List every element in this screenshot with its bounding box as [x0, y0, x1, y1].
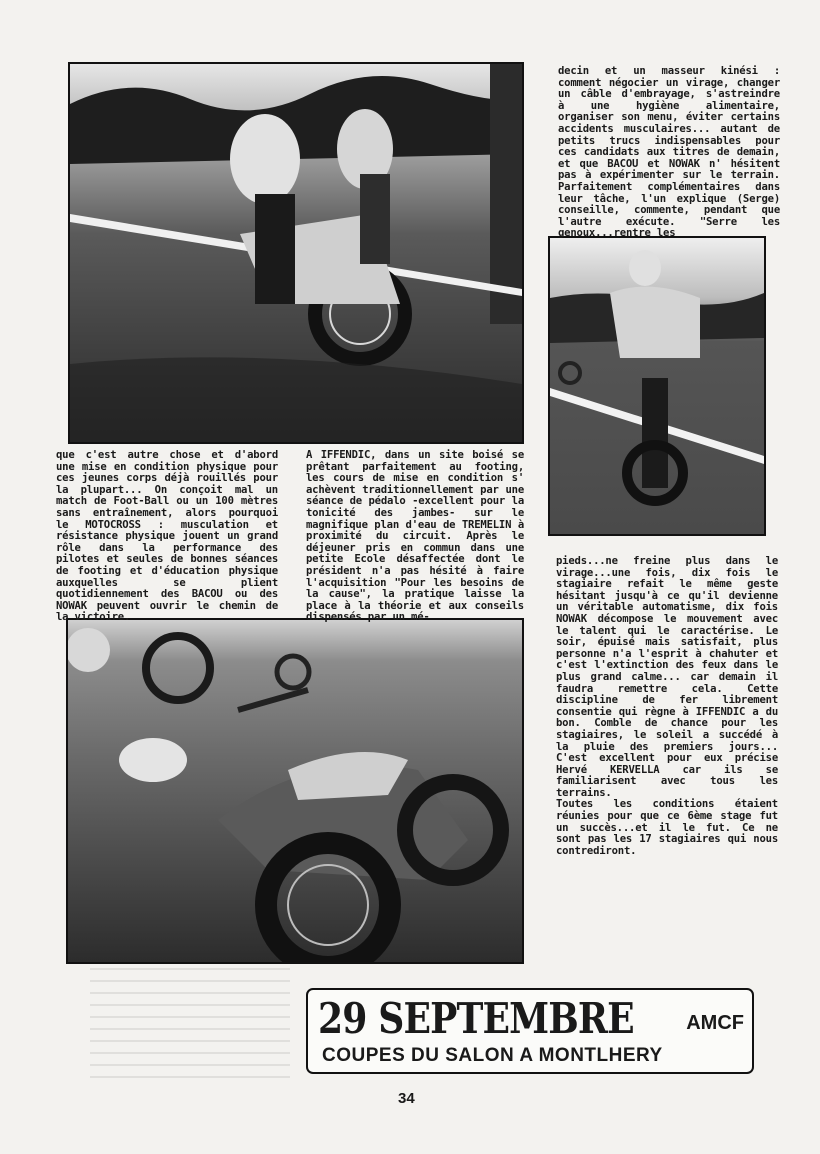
event-organizer: AMCF: [686, 1012, 744, 1034]
article-column-left: [56, 450, 278, 624]
event-banner: [306, 988, 754, 1074]
motocross-rider-photo-icon: [550, 238, 764, 534]
event-date: 29 SEPTEMBRE: [318, 994, 634, 1043]
show-through-texture: [90, 968, 290, 1078]
article-paragraph: que c'est autre chose et d'abord une mise en condition physique pour ces jeunes corps déjà rouillés pour la plupart... On conçoit mal un match de Foot-Ball ou un 100 mètres sans entraînement, alors pourquoi le MOTOCROSS : musculation et résistance physique jouent un grand rôle dans la performance des pilotes et seules de bonnes séances de footing et d'éducation physique auxquelles se plient quotidiennement des BACOU ou des NOWAK peuvent ouvrir le chemin de la victoire.: [56, 449, 278, 624]
article-paragraph: A IFFENDIC, dans un site boisé se prêtant parfaitement au footing, les cours de mise en condition s' achèvent traditionnellement par une séance de pédalo -excellent pour la tonicité des jambes- sur le magnifique plan d'eau de TREMELIN à proximité du circuit. Après le déjeuner pris en commun dans une petite Ecole désaffectée dont le président n'a pas hésité à faire l'acquisition "Pour les besoins de la cause", la pratique laisse la place à la théorie et aux conseils dispensés par un mé-: [306, 449, 524, 624]
photo-fallen-motorbike: [66, 618, 524, 964]
photo-motocross-riders-top: [68, 62, 524, 444]
photo-motocross-rider-right: [548, 236, 766, 536]
motocross-bike-photo-icon: [68, 620, 522, 962]
article-paragraph: Toutes les conditions étaient réunies pour que ce 6ème stage fut un succès...et il le fut. Ce ne sont pas les 17 stagiaires qui nous contrediront.: [556, 798, 778, 857]
article-paragraph: decin et un masseur kinési : comment négocier un virage, changer un câble d'embrayage, s'astreindre à une hygiène alimentaire, organiser son menu, éviter certains accidents musculaires... autant de petits trucs indispensables pour ces candidats aux titres de demain, et que BACOU et NOWAK n' hésitent pas à expérimenter sur le terrain. Parfaitement complémentaires dans leur tâche, l'un explique (Serge) conseille, commente, pendant que l'autre exécute. "Serre les genoux...rentre les: [558, 65, 780, 240]
article-column-right-bottom: [556, 556, 778, 857]
article-column-right-top: [558, 66, 780, 240]
article-column-middle: [306, 450, 524, 624]
motocross-rider-photo-icon: [70, 64, 522, 442]
page-number: 34: [398, 1090, 415, 1107]
article-paragraph: pieds...ne freine plus dans le virage...une fois, dix fois le stagiaire refait le même geste hésitant jusqu'à ce qu'il devienne un véritable automatisme, dix fois NOWAK décompose le mouvement avec le talent qui le caractérise. Le soir, épuisé mais satisfait, plus personne n'a l'esprit à chahuter et c'est l'extinction des feux dans le plus grand calme... car demain il faudra remettre cela. Cette discipline de fer librement consentie qui règne à IFFENDIC a du bon. Comble de chance pour les stagiaires, le soleil a succédé à la pluie des premiers jours... C'est excellent pour eux précise Hervé KERVELLA car ils se familiarisent avec tous les terrains.: [556, 555, 778, 799]
event-subtitle: COUPES DU SALON A MONTLHERY: [322, 1045, 663, 1066]
